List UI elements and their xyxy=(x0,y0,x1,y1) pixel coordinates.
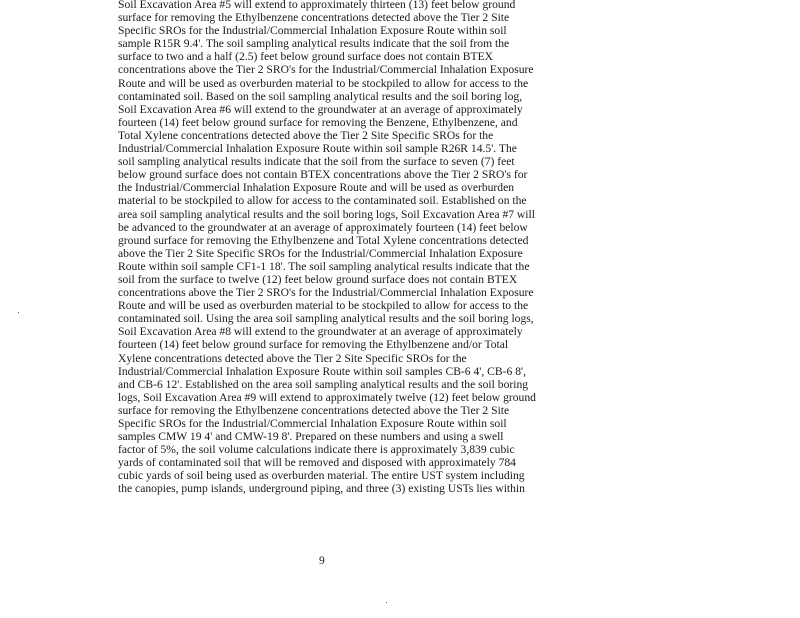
text-line: fourteen (14) feet below ground surface for removing the Benzene, Ethylbenzene, and xyxy=(118,115,518,129)
text-line: sample R15R 9.4'. The soil sampling analytical results indicate that the soil from the xyxy=(118,37,510,51)
text-line: Route within soil sample CF1-1 18'. The soil sampling analytical results indicate that the xyxy=(118,259,530,273)
text-line: the Industrial/Commercial Inhalation Exposure Route and will be used as overburden xyxy=(118,181,515,195)
text-line: Industrial/Commercial Inhalation Exposure Route within soil sample R26R 14.5'. The xyxy=(118,142,517,156)
text-line: Soil Excavation Area #5 will extend to approximately thirteen (13) feet below ground xyxy=(118,0,516,11)
text-line: cubic yards of soil being used as overburden material. The entire UST system including xyxy=(118,469,525,483)
text-line: Soil Excavation Area #8 will extend to the groundwater at an average of approximately xyxy=(118,325,523,339)
text-line: surface for removing the Ethylbenzene concentrations detected above the Tier 2 Site xyxy=(118,11,510,25)
text-line: fourteen (14) feet below ground surface for removing the Ethylbenzene and/or Total xyxy=(118,338,509,352)
text-line: contaminated soil. Based on the soil sampling analytical results and the soil boring log, xyxy=(118,89,523,103)
text-line: surface to two and a half (2.5) feet below ground surface does not contain BTEX xyxy=(118,50,494,64)
text-line: above the Tier 2 Site Specific SROs for the Industrial/Commercial Inhalation Exposure xyxy=(118,246,523,260)
text-line: and CB-6 12'. Established on the area soil sampling analytical results and the soil boring xyxy=(118,377,529,391)
text-line: below ground surface does not contain BTEX concentrations above the Tier 2 SRO's for xyxy=(118,168,528,182)
scan-speck xyxy=(386,602,387,603)
text-line: Xylene concentrations detected above the Tier 2 Site Specific SROs for the xyxy=(118,351,467,365)
text-line: Route and will be used as overburden material to be stockpiled to allow for access to the xyxy=(118,76,529,90)
text-line: yards of contaminated soil that will be removed and disposed with approximately 784 xyxy=(118,456,516,470)
text-line: Route and will be used as overburden material to be stockpiled to allow for access to the xyxy=(118,299,529,313)
text-line: logs, Soil Excavation Area #9 will extend to approximately twelve (12) feet below ground xyxy=(118,390,536,404)
body-paragraph xyxy=(118,0,558,496)
text-line: soil sampling analytical results indicate that the soil from the surface to seven (7) feet xyxy=(118,155,515,169)
text-line: Specific SROs for the Industrial/Commercial Inhalation Exposure Route within soil xyxy=(118,24,507,38)
text-line: samples CMW 19 4' and CMW-19 8'. Prepared on these numbers and using a swell xyxy=(118,430,504,444)
text-line: soil from the surface to twelve (12) feet below ground surface does not contain BTEX xyxy=(118,272,518,286)
text-line: Specific SROs for the Industrial/Commercial Inhalation Exposure Route within soil xyxy=(118,417,507,430)
text-line: area soil sampling analytical results and the soil boring logs, Soil Excavation Area #7 will xyxy=(118,207,535,221)
text-line: Industrial/Commercial Inhalation Exposure Route within soil samples CB-6 4', CB-6 8', xyxy=(118,364,526,378)
page-number: 9 xyxy=(319,554,325,567)
text-line: ground surface for removing the Ethylbenzene and Total Xylene concentrations detected xyxy=(118,233,529,247)
text-line: Soil Excavation Area #6 will extend to the groundwater at an average of approximately xyxy=(118,102,523,116)
text-line: be advanced to the groundwater at an average of approximately fourteen (14) feet below xyxy=(118,220,528,234)
text-line: material to be stockpiled to allow for access to the contaminated soil. Established on the xyxy=(118,194,527,208)
text-line: concentrations above the Tier 2 SRO's for the Industrial/Commercial Inhalation Exposure xyxy=(118,63,534,77)
scan-speck xyxy=(18,312,19,313)
text-line: contaminated soil. Using the area soil sampling analytical results and the soil boring logs, xyxy=(118,312,534,326)
text-line: surface for removing the Ethylbenzene concentrations detected above the Tier 2 Site xyxy=(118,403,510,417)
text-line: concentrations above the Tier 2 SRO's for the Industrial/Commercial Inhalation Exposure xyxy=(118,286,534,300)
text-line: factor of 5%, the soil volume calculations indicate there is approximately 3,839 cubic xyxy=(118,443,515,457)
text-line: the canopies, pump islands, underground piping, and three (3) existing USTs lies within xyxy=(118,482,525,496)
text-line: Total Xylene concentrations detected above the Tier 2 Site Specific SROs for the xyxy=(118,128,494,142)
